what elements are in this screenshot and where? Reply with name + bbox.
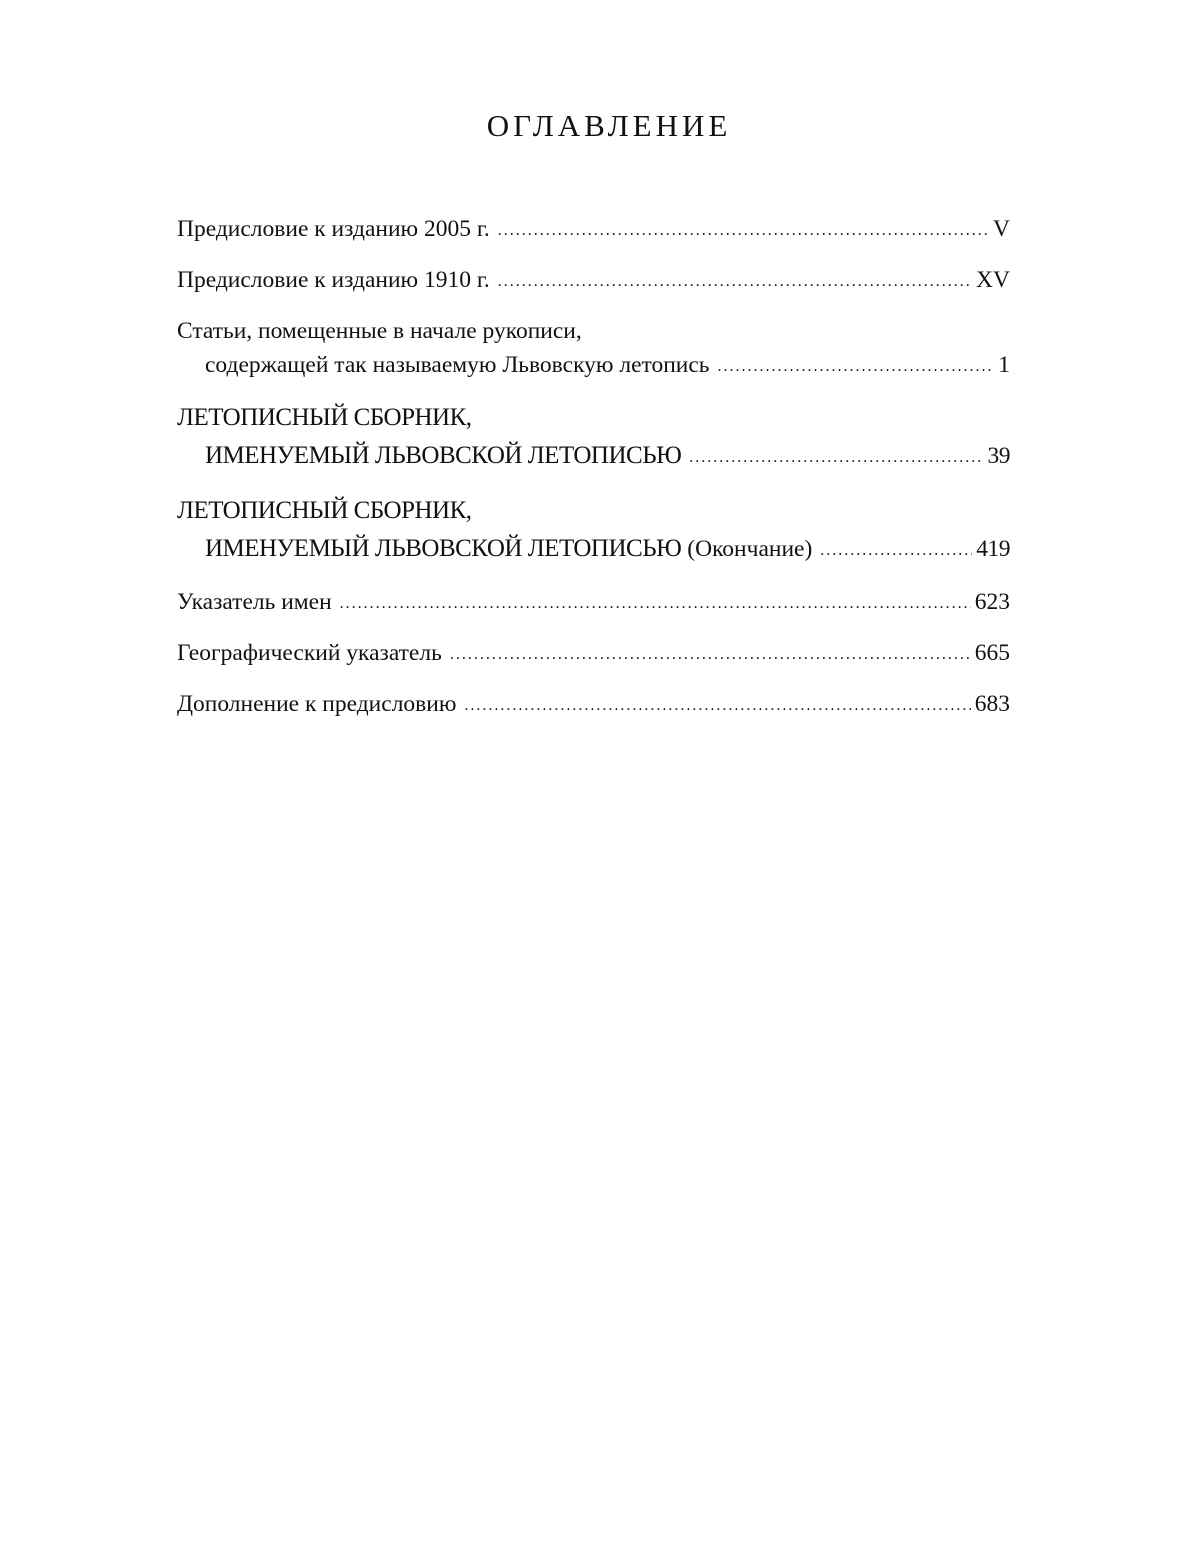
toc-entry-label: Дополнение к предисловию: [177, 691, 457, 717]
dot-leader: [498, 214, 989, 248]
toc-entry-label-continued: содержащей так называемую Львовскую летопись: [205, 352, 710, 378]
toc-entry-chronicle-ending[interactable]: [177, 492, 1010, 571]
dot-leader: [340, 587, 971, 621]
toc-entry-geographic-index[interactable]: [177, 636, 1010, 673]
dot-leader: [689, 439, 983, 477]
toc-entry-preface-2005[interactable]: [177, 212, 1010, 249]
toc-entry-page-number: V: [993, 216, 1010, 242]
dot-leader: [718, 350, 995, 384]
toc-entry-label: ЛЕТОПИСНЫЙ СБОРНИК,: [177, 497, 472, 524]
toc-entry-page-number: 39: [987, 443, 1010, 469]
toc-entry-label: Указатель имен: [177, 589, 332, 615]
toc-entry-page-number: 623: [974, 589, 1010, 615]
toc-entry-name-index[interactable]: [177, 585, 1010, 622]
dot-leader: [820, 532, 972, 570]
toc-entry-label-continued: ИМЕНУЕМЫЙ ЛЬВОВСКОЙ ЛЕТОПИСЬЮ: [205, 442, 682, 469]
toc-entry-label: Статьи, помещенные в начале рукописи,: [177, 318, 582, 344]
dot-leader: [464, 689, 970, 723]
toc-entry-articles[interactable]: [177, 314, 1010, 385]
dot-leader: [450, 638, 971, 672]
toc-entry-page-number: XV: [976, 267, 1010, 293]
dot-leader: [498, 265, 972, 299]
toc-entry-page-number: 1: [998, 352, 1010, 378]
table-of-contents: [177, 212, 1010, 738]
toc-entry-preface-addendum[interactable]: [177, 687, 1010, 724]
toc-entry-page-number: 665: [974, 640, 1010, 666]
toc-entry-label-continued: ИМЕНУЕМЫЙ ЛЬВОВСКОЙ ЛЕТОПИСЬЮ: [205, 535, 682, 562]
toc-entry-chronicle[interactable]: [177, 399, 1010, 478]
toc-entry-page-number: 683: [974, 691, 1010, 717]
toc-entry-label: Географический указатель: [177, 640, 442, 666]
page-title: ОГЛАВЛЕНИЕ: [486, 108, 732, 143]
toc-entry-page-number: 419: [976, 536, 1010, 562]
toc-entry-label: ЛЕТОПИСНЫЙ СБОРНИК,: [177, 404, 472, 431]
toc-entry-label: Предисловие к изданию 2005 г.: [177, 216, 490, 242]
toc-entry-preface-1910[interactable]: [177, 263, 1010, 300]
toc-entry-label: Предисловие к изданию 1910 г.: [177, 267, 490, 293]
toc-entry-note: (Окончание): [687, 536, 813, 562]
